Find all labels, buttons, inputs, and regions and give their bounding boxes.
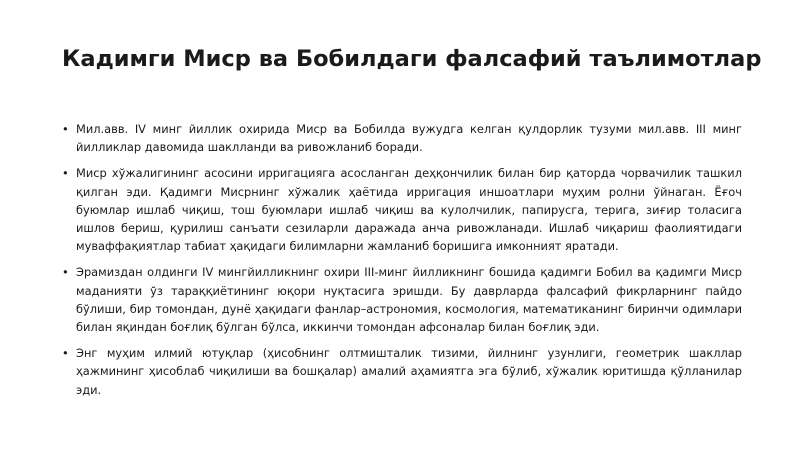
- bullet-item: [62, 344, 742, 399]
- bullet-text: Мил.авв. IV минг йиллик охирида Миср ва Бобилда вужудга келган қулдорлик тузуми мил.авв. III минг йилликлар давомида шаклланди ва ривожланиб боради.: [76, 122, 742, 155]
- bullet-item: [62, 263, 742, 336]
- bullet-list: [62, 120, 742, 407]
- bullet-item: [62, 120, 742, 156]
- bullet-text: Миср хўжалигининг асосини ирригацияга асосланган деҳқончилик билан бир қаторда чорвачилик ташкил қилган эди. Қадимги Мисрнинг хўжалик ҳаётида ирригация иншоатлари муҳим ролни ўйнаган. Ёғоч буюмлар ишлаб чиқиш, тош буюмлари ишлаб чиқиш ва кулолчилик, папирусга, терига, зиғир толасига ишлов бериш, қурилиш санъати сезиларли даражада анча ривожланади. Ишлаб чиқариш фаолиятидаги муваффақиятлар табиат ҳақидаги билимларни жамланиб боришига имконният яратади.: [76, 166, 742, 254]
- bullet-text: Энг муҳим илмий ютуқлар (ҳисобнинг олтмишталик тизими, йилнинг узунлиги, геометрик шакллар ҳажмининг ҳисоблаб чиқилиши ва бошқалар) амалий аҳамиятга эга бўлиб, хўжалик юритишда қўлланилар эди.: [76, 346, 742, 397]
- bullet-dot-icon: •: [62, 166, 69, 181]
- bullet-dot-icon: •: [62, 122, 69, 136]
- bullet-text: Эрамиздан олдинги IV мингйилликнинг охири III-минг йилликнинг бошида қадимги Бобил ва қадимги Миср маданияти ўз тараққиётининг юқори нуқтасига эришди. Бу даврларда фалсафий фикрларнинг пайдо бўлиши, бир томондан, дунё ҳақидаги фанлар–астрономия, космология, математиканинг биринчи одимлари билан яқиндан боғлиқ бўлган бўлса, иккинчи томондан афсоналар билан боғлиқ эди.: [76, 265, 742, 335]
- bullet-dot-icon: •: [62, 346, 69, 361]
- bullet-item: [62, 164, 742, 255]
- bullet-dot-icon: •: [62, 265, 69, 280]
- slide-title: Кадимги Миср ва Бобилдаги фалсафий таълимотлар: [62, 46, 762, 72]
